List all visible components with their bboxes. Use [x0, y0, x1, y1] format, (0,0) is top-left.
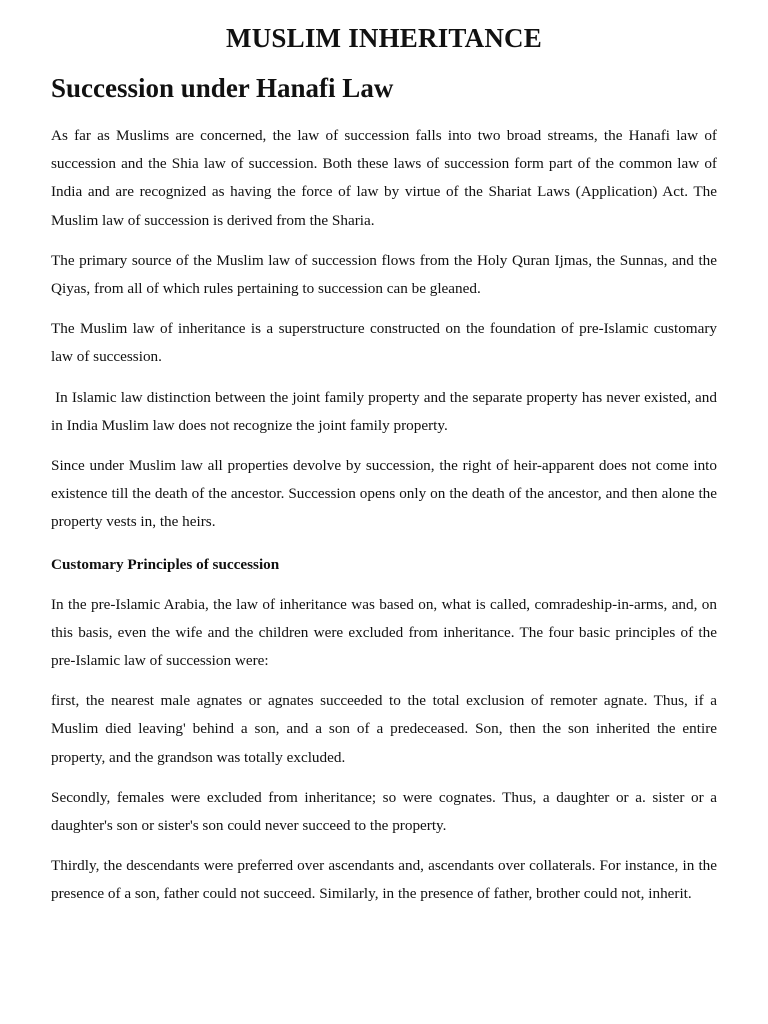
section-title: Succession under Hanafi Law: [51, 73, 394, 103]
paragraph: In the pre-Islamic Arabia, the law of inheritance was based on, what is called, comradeship-in-arms, and, on this basis, even the wife and the children were excluded from inheritance. The four basic principles of the pre-Islamic law of succession were:: [51, 595, 717, 670]
paragraph: The primary source of the Muslim law of succession flows from the Holy Quran Ijmas, the Sunnas, and the Qiyas, from all of which rules pertaining to succession can be gleaned.: [51, 251, 717, 298]
paragraph: first, the nearest male agnates or agnates succeeded to the total exclusion of remoter agnate. Thus, if a Muslim died leaving' behind a son, and a son of a predeceased. Son, then the son inherited the entire property, and the grandson was totally excluded.: [51, 692, 717, 766]
paragraph: As far as Muslims are concerned, the law of succession falls into two broad streams, the Hanafi law of succession and the Shia law of succession. Both these laws of succession form part of the common law of India and are recognized as having the force of law by virtue of the Shariat Laws (Application) Act. The Muslim law of succession is derived from the Sharia.: [51, 127, 717, 229]
document-title: MUSLIM INHERITANCE: [226, 23, 542, 53]
subsection-heading: Customary Principles of succession: [51, 555, 280, 573]
paragraph: Secondly, females were excluded from inheritance; so were cognates. Thus, a daughter or a. sister or a daughter's son or sister's son could never succeed to the property.: [51, 788, 717, 835]
paragraph: The Muslim law of inheritance is a superstructure constructed on the foundation of pre-Islamic customary law of succession.: [51, 320, 717, 366]
paragraph: In Islamic law distinction between the joint family property and the separate property has never existed, and in India Muslim law does not recognize the joint family property.: [51, 388, 721, 434]
paragraph: Since under Muslim law all properties devolve by succession, the right of heir-apparent does not come into existence till the death of the ancestor. Succession opens only on the death of the ancestor, and then alone the property vests in, the heirs.: [51, 457, 717, 531]
paragraph: Thirdly, the descendants were preferred over ascendants and, ascendants over collaterals. For instance, in the presence of a son, father could not succeed. Similarly, in the presence of father, brother could not, inherit.: [51, 857, 717, 903]
